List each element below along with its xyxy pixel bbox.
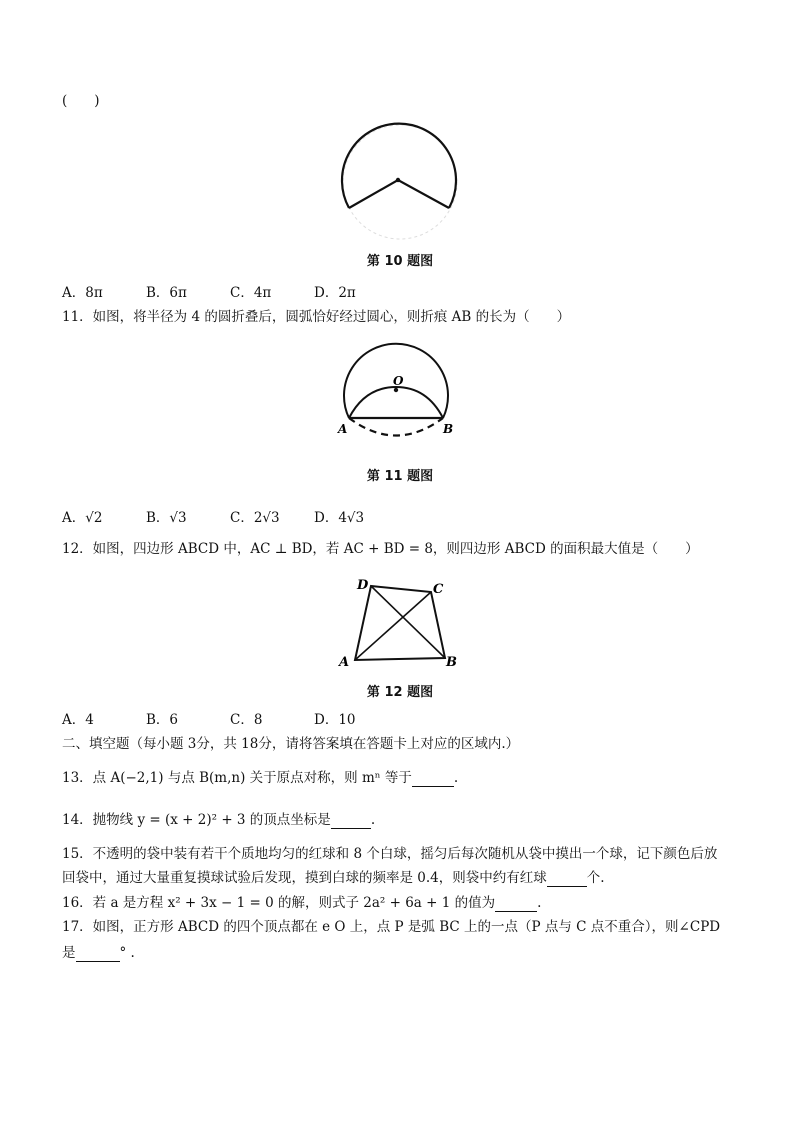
q11-caption: 第 11 题图 <box>366 469 434 484</box>
q10-figure <box>335 120 465 249</box>
q10-option-c[interactable]: C．4π <box>230 285 272 301</box>
q11-stem: 11．如图，将半径为 4 的圆折叠后，圆弧恰好经过圆心，则折痕 AB 的长为（ ） <box>62 309 571 325</box>
q10-option-b[interactable]: B．6π <box>146 285 187 301</box>
q17-text: 是 <box>62 945 76 961</box>
q16-end: . <box>537 895 542 911</box>
q15-line2 <box>62 869 605 887</box>
q11-option-c[interactable]: C．2√3 <box>230 510 280 526</box>
q15-text: 回袋中，通过大量重复摸球试验后发现，摸到白球的频率是 0.4，则袋中约有红球 <box>62 870 547 886</box>
q12-option-c[interactable]: C．8 <box>230 712 263 728</box>
q13-text: 13．点 A(−2,1) 与点 B(m,n) 关于原点对称，则 mⁿ 等于 <box>62 770 412 786</box>
q11-label-b: B <box>443 422 454 436</box>
q14 <box>62 811 375 829</box>
section2-heading: 二、填空题（每小题 3分，共 18分，请将答案填在答题卡上对应的区域内.） <box>62 736 520 752</box>
q11-options <box>62 509 398 527</box>
q11-label-o: O <box>393 374 404 388</box>
q15-end: 个. <box>586 870 605 886</box>
q12-stem: 12．如图，四边形 ABCD 中，AC ⊥ BD，若 AC + BD = 8，则四边形 ABCD 的面积最大值是（ ） <box>62 541 699 557</box>
q12-option-d[interactable]: D．10 <box>314 712 356 728</box>
q17-end: ° . <box>119 945 135 961</box>
q12-label-c: C <box>433 582 444 597</box>
q12-figure <box>335 572 465 676</box>
q16-text: 16．若 a 是方程 x² + 3x − 1 = 0 的解，则式子 2a² + 6a + 1 的值为 <box>62 895 496 911</box>
q11-option-d[interactable]: D．4√3 <box>314 510 365 526</box>
q11-option-a[interactable]: A．√2 <box>62 510 103 526</box>
q13 <box>62 769 458 787</box>
q17-blank[interactable] <box>76 947 120 962</box>
q15-line1: 15．不透明的袋中装有若干个质地均匀的红球和 8 个白球，摇匀后每次随机从袋中摸出一个球，记下颜色后放 <box>62 846 718 862</box>
q12-option-b[interactable]: B．6 <box>146 712 179 728</box>
q12-options <box>62 711 398 729</box>
q15-blank[interactable] <box>547 872 587 887</box>
q14-end: . <box>370 812 376 828</box>
q13-blank[interactable] <box>412 772 454 787</box>
q11-label-a: A <box>338 422 348 436</box>
q16 <box>62 894 541 912</box>
q10-option-d[interactable]: D．2π <box>314 285 356 301</box>
q14-text: 14．抛物线 y = (x + 2)² + 3 的顶点坐标是 <box>62 812 331 828</box>
q12-label-b: B <box>446 655 457 670</box>
q17-line1: 17．如图，正方形 ABCD 的四个顶点都在 e O 上，点 P 是弧 BC 上的一点（P 点与 C 点不重合），则∠CPD <box>62 919 721 935</box>
q12-label-a: A <box>339 655 350 670</box>
q11-figure <box>330 335 470 444</box>
q10-stem-tail: ( ) <box>62 93 100 109</box>
q10-option-a[interactable]: A．8π <box>62 285 103 301</box>
q17-line2 <box>62 944 135 962</box>
q14-blank[interactable] <box>331 814 371 829</box>
q11-option-b[interactable]: B．√3 <box>146 510 187 526</box>
q10-caption: 第 10 题图 <box>366 254 434 269</box>
q12-label-d: D <box>357 578 369 593</box>
q16-blank[interactable] <box>495 897 537 912</box>
q10-options <box>62 284 398 302</box>
q12-option-a[interactable]: A．4 <box>62 712 94 728</box>
q12-caption: 第 12 题图 <box>366 685 434 700</box>
q13-end: . <box>453 770 459 786</box>
